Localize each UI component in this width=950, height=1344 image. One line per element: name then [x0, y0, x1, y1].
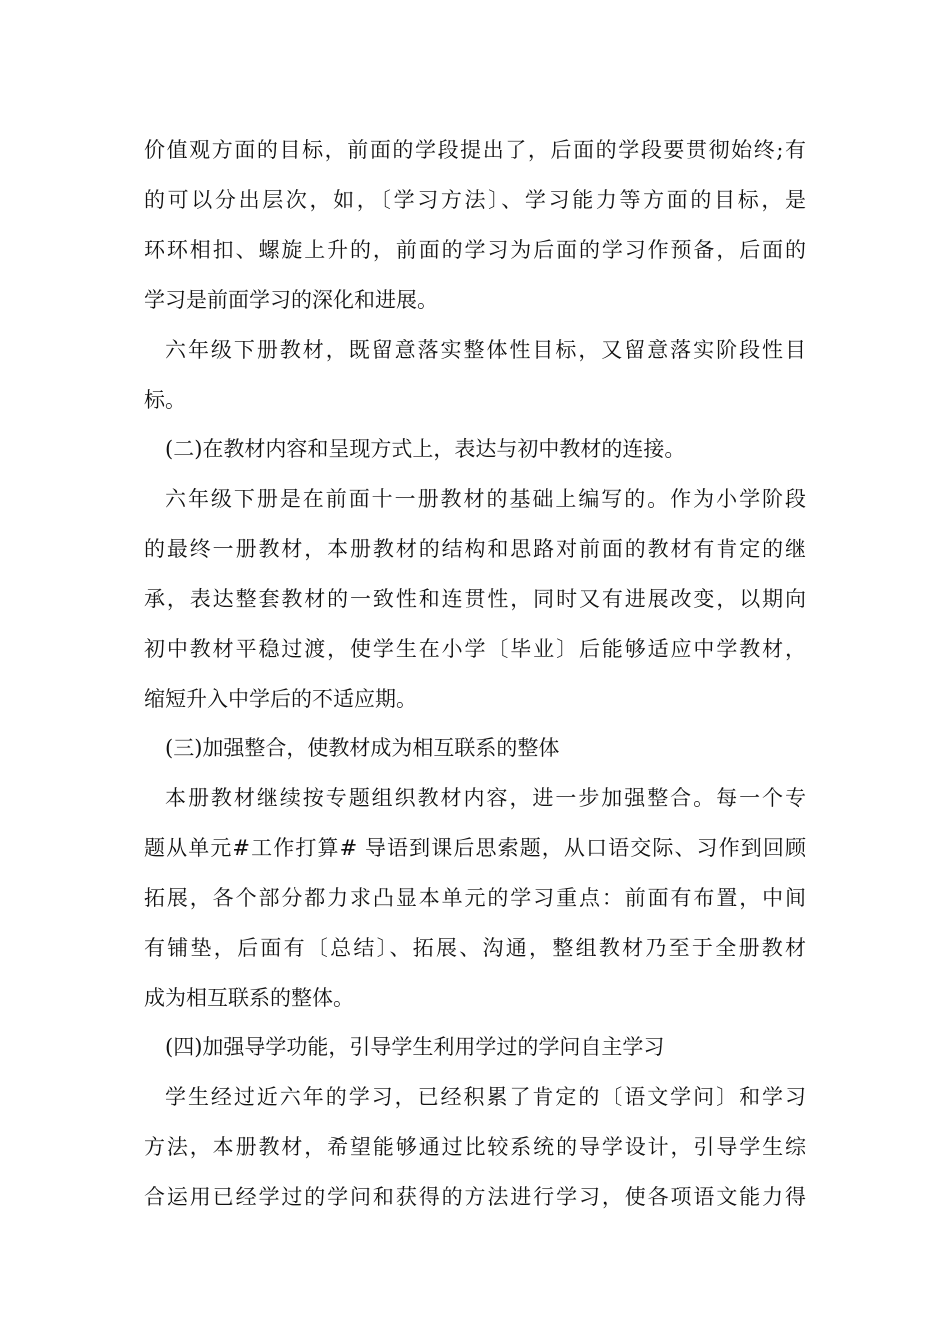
section-heading: (三)加强整合，使教材成为相互联系的整体 [165, 736, 560, 760]
text-line: 价值观方面的目标，前面的学段提出了，后面的学段要贯彻始终;有 [144, 138, 806, 162]
text-line: 的最终一册教材，本册教材的结构和思路对前面的教材有肯定的继 [144, 537, 806, 561]
text-line: 承，表达整套教材的一致性和连贯性，同时又有进展改变，以期向 [144, 587, 806, 611]
text-line: 有铺垫，后面有〔总结〕、拓展、沟通，整组教材乃至于全册教材 [144, 936, 806, 960]
paragraph-first-line: 六年级下册是在前面十一册教材的基础上编写的。作为小学阶段 [165, 487, 806, 511]
section-heading: (二)在教材内容和呈现方式上，表达与初中教材的连接。 [165, 437, 686, 461]
text-line: 缩短升入中学后的不适应期。 [144, 687, 417, 711]
text-line: 拓展，各个部分都力求凸显本单元的学习重点：前面有布置，中间 [144, 886, 806, 910]
paragraph-first-line: 学生经过近六年的学习，已经积累了肯定的〔语文学问〕和学习 [165, 1085, 806, 1109]
text-line: 合运用已经学过的学问和获得的方法进行学习，使各项语文能力得 [144, 1185, 806, 1209]
paragraph-first-line: 本册教材继续按专题组织教材内容，进一步加强整合。每一个专 [165, 786, 806, 810]
text-line: 成为相互联系的整体。 [144, 986, 354, 1010]
text-line: 标。 [144, 388, 186, 412]
paragraph-first-line: 六年级下册教材，既留意落实整体性目标，又留意落实阶段性目 [165, 338, 806, 362]
text-line: 学习是前面学习的深化和进展。 [144, 288, 438, 312]
text-line: 初中教材平稳过渡，使学生在小学〔毕业〕后能够适应中学教材， [144, 637, 806, 661]
text-line: 的可以分出层次，如，〔学习方法〕、学习能力等方面的目标，是 [144, 188, 806, 212]
section-heading: (四)加强导学功能，引导学生利用学过的学问自主学习 [165, 1035, 665, 1059]
text-line: 题从单元#工作打算# 导语到课后思索题，从口语交际、习作到回顾 [144, 836, 806, 860]
text-line: 环环相扣、螺旋上升的，前面的学习为后面的学习作预备，后面的 [144, 238, 806, 262]
text-line: 方法，本册教材，希望能够通过比较系统的导学设计，引导学生综 [144, 1135, 806, 1159]
